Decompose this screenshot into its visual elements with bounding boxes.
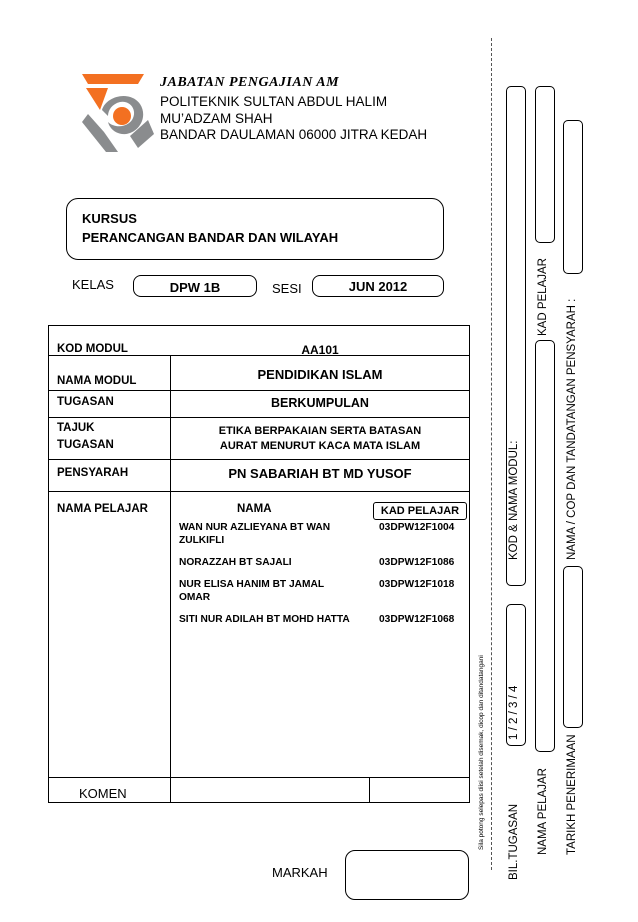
nama-column-header: NAMA bbox=[237, 503, 272, 515]
student-4-kad: 03DPW12F1068 bbox=[379, 614, 455, 625]
cut-line bbox=[491, 38, 492, 870]
bil-tugasan-slip-label: BIL.TUGASAN bbox=[508, 803, 520, 880]
row-divider bbox=[49, 777, 469, 778]
cop-tandatangan-slip-box[interactable] bbox=[563, 120, 583, 274]
kursus-label: KURSUS bbox=[82, 211, 137, 226]
kod-modul-value: AA101 bbox=[301, 343, 339, 357]
nama-pelajar-slip-label: NAMA PELAJAR bbox=[537, 768, 549, 855]
tajuk-value-line-2: AURAT MENURUT KACA MATA ISLAM bbox=[219, 440, 421, 452]
student-3-name-line-2: OMAR bbox=[179, 592, 211, 603]
row-divider bbox=[49, 459, 469, 460]
tarikh-penerimaan-slip-box[interactable] bbox=[563, 566, 583, 728]
student-4-name-line-1: SITI NUR ADILAH BT MOHD HATTA bbox=[179, 614, 350, 625]
kelas-field: DPW 1B bbox=[133, 275, 257, 297]
kod-modul-label: KOD MODUL bbox=[57, 343, 128, 355]
tugasan-label: TUGASAN bbox=[57, 396, 114, 408]
tajuk-label: TAJUK bbox=[57, 422, 95, 434]
cut-note: Sila potong selepas diisi setelah disemak, dicop dan ditandatangani bbox=[478, 655, 485, 850]
kad-pelajar-column-header: KAD PELAJAR bbox=[373, 502, 467, 520]
header-line-3: BANDAR DAULAMAN 06000 JITRA KEDAH bbox=[160, 127, 428, 142]
kursus-box bbox=[66, 198, 444, 260]
tugasan-value: BERKUMPULAN bbox=[271, 396, 369, 410]
department-title: JABATAN PENGAJIAN AM bbox=[160, 75, 340, 90]
header-line-1: POLITEKNIK SULTAN ABDUL HALIM bbox=[160, 94, 388, 109]
student-2-kad: 03DPW12F1086 bbox=[379, 557, 455, 568]
tajuk-value-line-1: ETIKA BERPAKAIAN SERTA BATASAN bbox=[218, 425, 422, 437]
pensyarah-label: PENSYARAH bbox=[57, 467, 129, 479]
row-divider bbox=[49, 417, 469, 418]
markah-box[interactable] bbox=[345, 850, 469, 900]
tugasan-label-2: TUGASAN bbox=[57, 439, 114, 451]
student-1-name-line-2: ZULKIFLI bbox=[179, 535, 225, 546]
kod-nama-modul-slip-label: KOD & NAMA MODUL: bbox=[508, 440, 520, 560]
student-3-kad: 03DPW12F1018 bbox=[379, 579, 455, 590]
student-2-name-line-1: NORAZZAH BT SAJALI bbox=[179, 557, 292, 568]
pensyarah-value: PN SABARIAH BT MD YUSOF bbox=[228, 466, 412, 481]
column-divider bbox=[369, 777, 370, 802]
kursus-value: PERANCANGAN BANDAR DAN WILAYAH bbox=[82, 230, 339, 245]
student-1-kad: 03DPW12F1004 bbox=[379, 522, 455, 533]
student-3-name-line-1: NUR ELISA HANIM BT JAMAL bbox=[179, 579, 325, 590]
polytechnic-logo bbox=[78, 70, 158, 155]
markah-label: MARKAH bbox=[272, 865, 328, 880]
column-divider bbox=[170, 355, 171, 802]
nama-modul-value: PENDIDIKAN ISLAM bbox=[257, 367, 383, 382]
bil-options-label: 1 / 2 / 3 / 4 bbox=[508, 685, 520, 740]
nama-pelajar-label: NAMA PELAJAR bbox=[57, 503, 148, 515]
nama-modul-label: NAMA MODUL bbox=[57, 375, 137, 387]
header-line-2: MU’ADZAM SHAH bbox=[160, 111, 273, 126]
kad-pelajar-slip-box[interactable] bbox=[535, 86, 555, 243]
student-1-name-line-1: WAN NUR AZLIEYANA BT WAN bbox=[179, 522, 331, 533]
sesi-field: JUN 2012 bbox=[312, 275, 444, 297]
komen-label: KOMEN bbox=[79, 786, 127, 801]
kelas-label: KELAS bbox=[72, 277, 114, 292]
kad-pelajar-slip-label: KAD PELAJAR bbox=[537, 258, 549, 336]
tarikh-penerimaan-slip-label: TARIKH PENERIMAAN bbox=[566, 734, 578, 855]
row-divider bbox=[49, 491, 469, 492]
nama-pelajar-slip-box[interactable] bbox=[535, 340, 555, 752]
sesi-label: SESI bbox=[272, 281, 302, 296]
row-divider bbox=[49, 390, 469, 391]
nama-cop-slip-label: NAMA / COP DAN TANDATANGAN PENSYARAH : bbox=[566, 298, 578, 560]
assignment-table bbox=[48, 325, 470, 803]
